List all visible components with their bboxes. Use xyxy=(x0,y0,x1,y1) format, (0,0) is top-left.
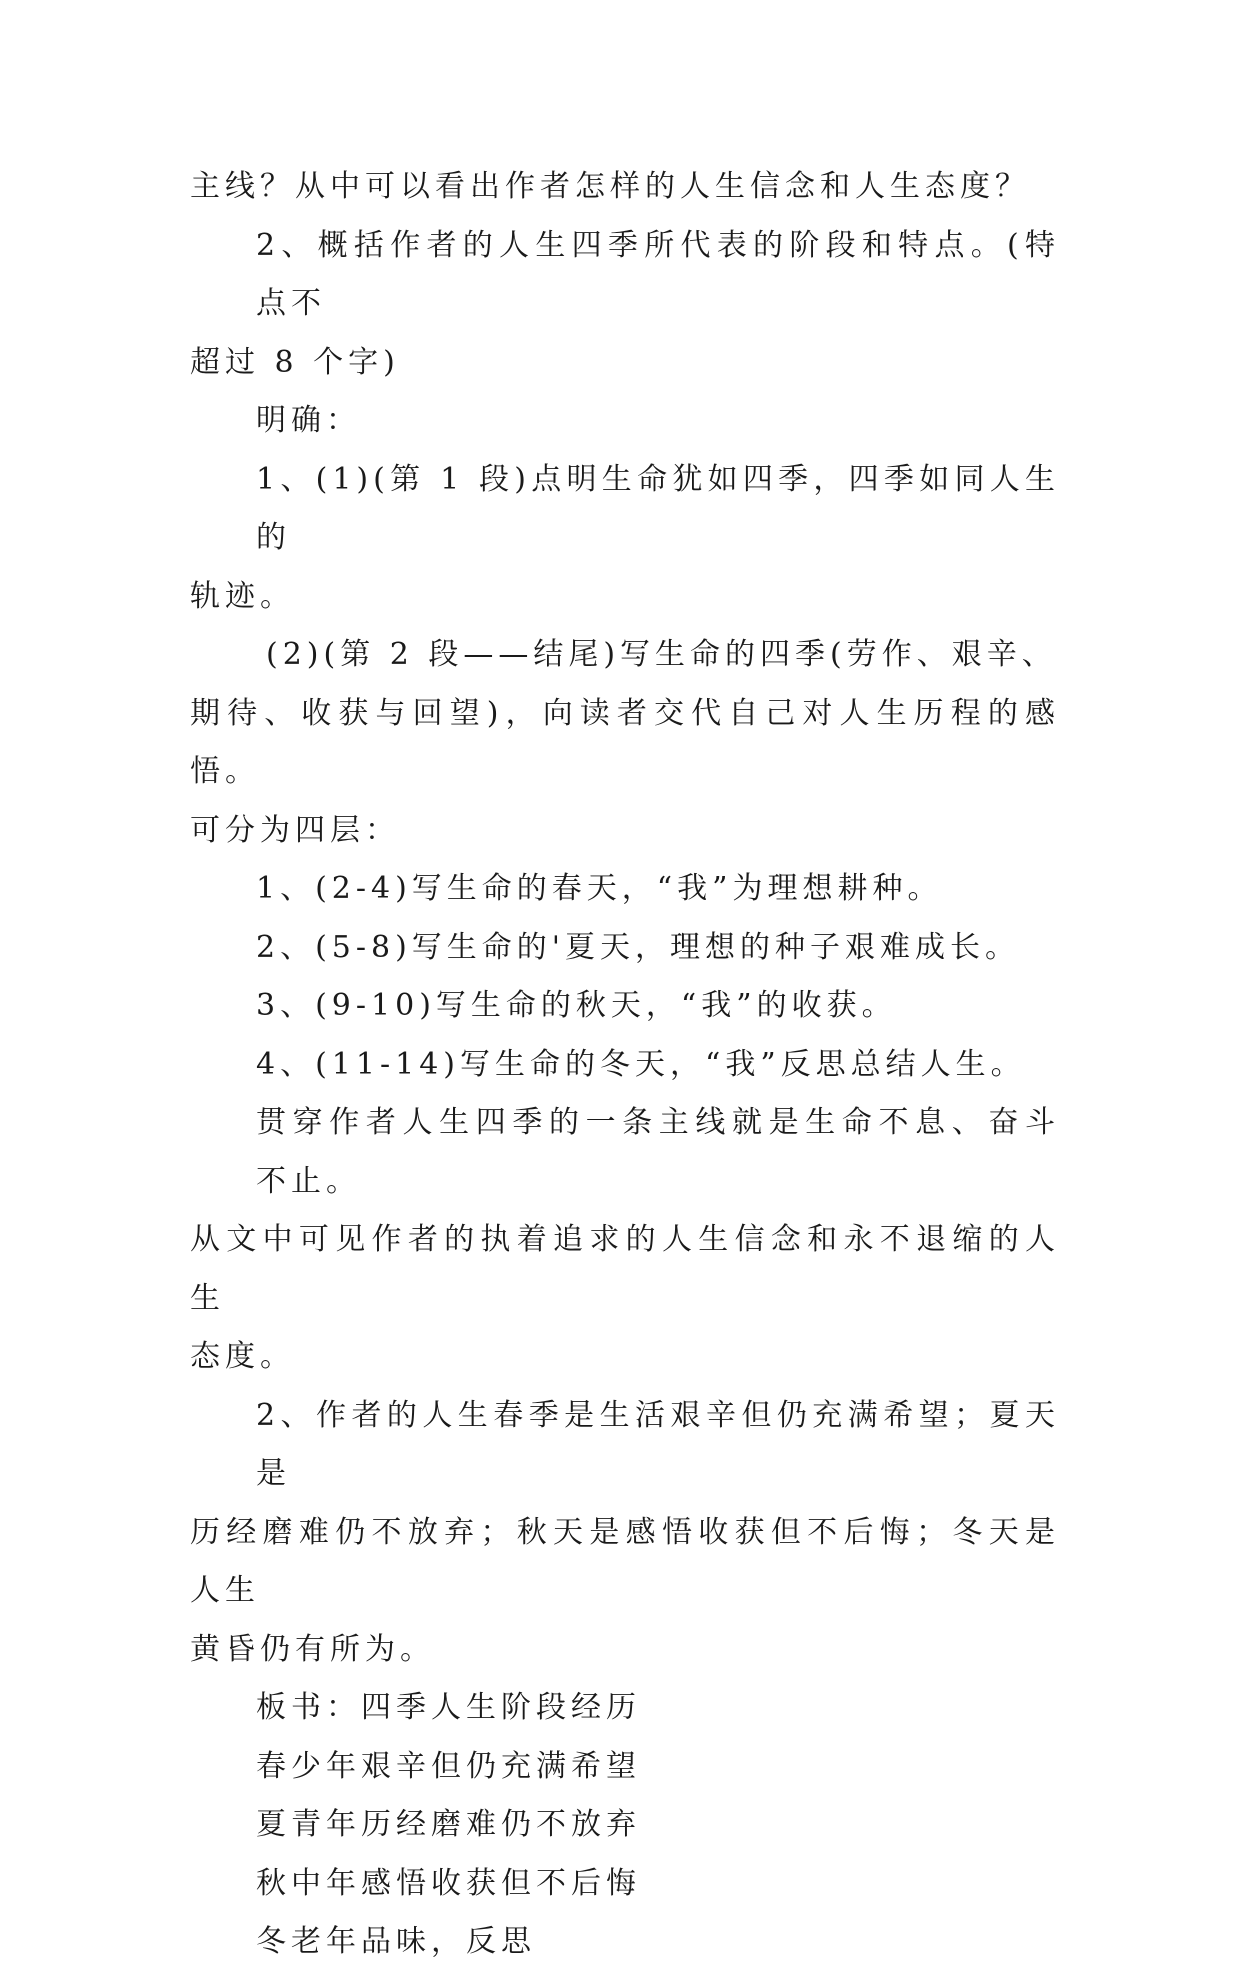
text-line: (2)(第 2 段——结尾)写生命的四季(劳作、艰辛、 xyxy=(266,637,1057,672)
paragraph-p15 xyxy=(190,1855,1060,1914)
paragraph-p16 xyxy=(190,1913,1060,1972)
text-line: 可分为四层： xyxy=(190,812,400,848)
text-line: 历经磨难仍不放弃；秋天是感悟收获但不后悔；冬天是人生 xyxy=(190,1514,1060,1608)
text-line: 4、(11-14)写生命的冬天，“我”反思总结人生。 xyxy=(256,1046,1026,1082)
text-line: 冬老年品味，反思 xyxy=(256,1924,536,1959)
text-line: 贯穿作者人生四季的一条主线就是生命不息、奋斗不止。 xyxy=(256,1105,1060,1199)
text-line: 轨迹。 xyxy=(190,578,295,614)
paragraph-p12 xyxy=(190,1679,1060,1738)
text-line: 春少年艰辛但仍充满希望 xyxy=(256,1748,641,1784)
text-line: 期待、收获与回望)，向读者交代自己对人生历程的感悟。 xyxy=(190,695,1060,789)
paragraph-p6 xyxy=(190,860,1060,919)
text-line: 1、(1)(第 1 段)点明生命犹如四季，四季如同人生的 xyxy=(256,461,1060,555)
text-line: 主线？从中可以看出作者怎样的人生信念和人生态度？ xyxy=(190,169,1030,204)
text-line: 3、(9-10)写生命的秋天，“我”的收获。 xyxy=(256,988,897,1023)
paragraph-p1 xyxy=(190,158,1060,217)
paragraph-p2 xyxy=(190,217,1060,393)
paragraph-p8 xyxy=(190,977,1060,1036)
text-line: 2、作者的人生春季是生活艰辛但仍充满希望；夏天是 xyxy=(256,1397,1060,1491)
paragraph-p5 xyxy=(190,626,1060,860)
text-line: 2、概括作者的人生四季所代表的阶段和特点。(特点不 xyxy=(256,227,1060,321)
text-line: 态度。 xyxy=(190,1339,295,1374)
text-line: 超过 8 个字) xyxy=(190,344,400,380)
document-body xyxy=(190,158,1060,1972)
paragraph-p14 xyxy=(190,1796,1060,1855)
text-line: 黄昏仍有所为。 xyxy=(190,1631,435,1667)
text-line: 夏青年历经磨难仍不放弃 xyxy=(256,1807,641,1842)
text-line: 明确： xyxy=(256,403,361,438)
paragraph-p13 xyxy=(190,1738,1060,1797)
text-line: 1、(2-4)写生命的春天，“我”为理想耕种。 xyxy=(256,871,943,906)
text-line: 2、(5-8)写生命的'夏天，理想的种子艰难成长。 xyxy=(256,929,1021,965)
paragraph-p4 xyxy=(190,451,1060,627)
paragraph-p10 xyxy=(190,1094,1060,1387)
paragraph-p9 xyxy=(190,1036,1060,1095)
paragraph-p3 xyxy=(190,392,1060,451)
text-line: 秋中年感悟收获但不后悔 xyxy=(256,1865,641,1901)
text-line: 从文中可见作者的执着追求的人生信念和永不退缩的人生 xyxy=(190,1222,1060,1316)
paragraph-p7 xyxy=(190,919,1060,978)
paragraph-p11 xyxy=(190,1387,1060,1680)
text-line: 板书：四季人生阶段经历 xyxy=(256,1690,641,1725)
